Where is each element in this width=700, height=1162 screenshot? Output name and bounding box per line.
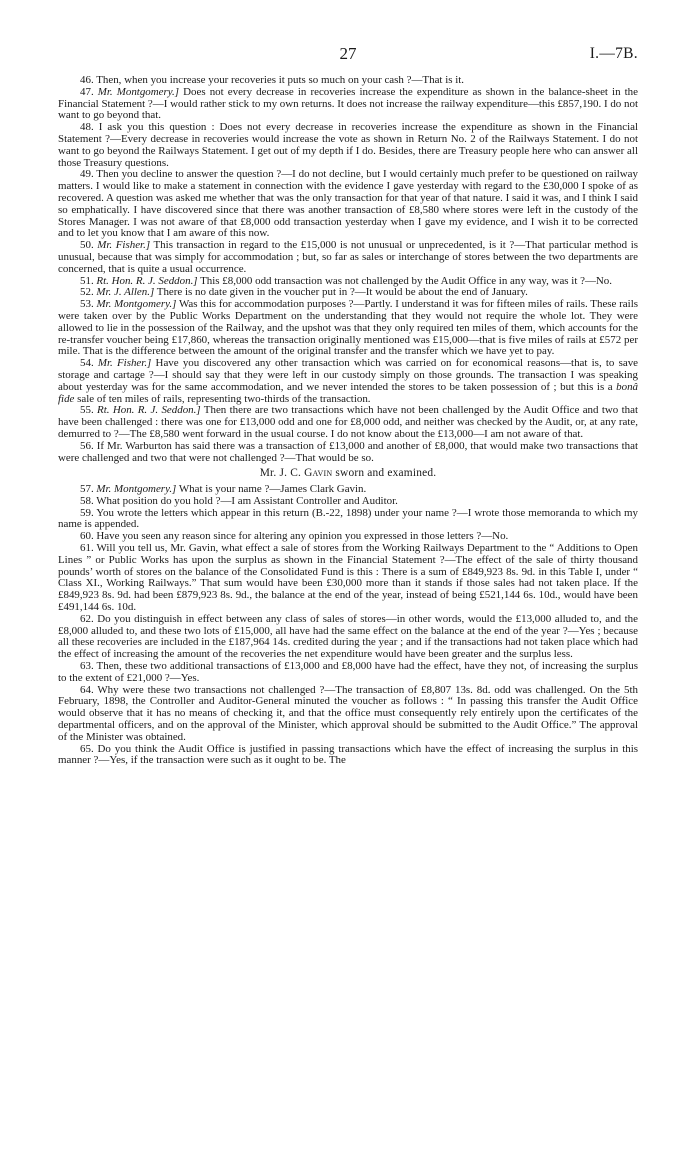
paragraph-lead: 55. bbox=[80, 404, 94, 417]
evidence-paragraph bbox=[58, 441, 638, 465]
evidence-paragraph bbox=[58, 661, 638, 685]
evidence-paragraph bbox=[58, 122, 638, 169]
paragraph-lead: 57. bbox=[80, 483, 94, 496]
heading-suffix: sworn and examined. bbox=[335, 467, 437, 480]
paragraph-lead: 65. Do you think the Audit Office is justified in passing transactions which have the effect of increasing the surplus in this manner ?—Yes, if the transaction were such as it ought to be. The bbox=[58, 742, 638, 767]
speaker-name: Mr. Montgomery.] bbox=[97, 85, 180, 98]
evidence-paragraphs-part-2 bbox=[58, 484, 638, 767]
paragraph-lead: 50. bbox=[80, 239, 94, 252]
italic-phrase: bonâ fide bbox=[58, 380, 638, 405]
evidence-paragraph bbox=[58, 744, 638, 768]
paragraph-lead: 59. You wrote the letters which appear in this return (B.-22, 1898) under your name ?—I wrote those memoranda to which my name is appended. bbox=[58, 506, 638, 531]
speaker-name: Mr. J. Allen.] bbox=[96, 286, 155, 299]
paragraph-tail: sale of ten miles of rails, representing two-thirds of the transaction. bbox=[77, 392, 371, 405]
paragraph-lead: 58. What position do you hold ?—I am Assistant Controller and Auditor. bbox=[80, 494, 398, 507]
evidence-paragraph bbox=[58, 508, 638, 532]
paragraph-lead: 62. Do you distinguish in effect between any class of sales of stores—in other words, would the £13,000 alluded to, and the £8,000 alluded to, and these two lots of £15,000, all have had the same effect on the balance at the end of the year ?—Yes ; because all these recoveries are included in the £187,964 14s. credited during the year ; and if the transactions had not taken place which had the effect of increasing the amount of the recoveries the net expenditure would have been greater and the surplus less. bbox=[58, 612, 638, 661]
evidence-paragraph bbox=[58, 614, 638, 661]
speaker-name: Mr. Montgomery.] bbox=[96, 483, 177, 496]
speaker-name: Rt. Hon. R. J. Seddon.] bbox=[96, 274, 198, 287]
paragraph-lead: 47. bbox=[80, 85, 94, 98]
paragraph-lead: 61. Will you tell us, Mr. Gavin, what effect a sale of stores from the Working Railways Department to the “ Additions to Open Lines ” or Public Works has upon the surplus as shown in the Financial Statement ?—The effect of the sale of thirty thousand pounds’ worth of stores on the balance of the Consolidated Fund is this : There is a sum of £849,923 8s. 9d. in this Table I, under “ Class XI., Working Railways.” That sum would have been £30,000 more than it stands if those sales had not taken place. If the £849,923 8s. 9d. had been £879,923 8s. 9d., the balance at the end of the year, instead of being £521,144 6s. 10d., would have been £491,144 6s. 10d. bbox=[58, 542, 638, 614]
evidence-paragraph bbox=[58, 240, 638, 275]
evidence-paragraph bbox=[58, 685, 638, 744]
speaker-name: Mr. Montgomery.] bbox=[96, 298, 177, 311]
paragraph-lead: 56. If Mr. Warburton has said there was a transaction of £13,000 and another of £8,000, that would make two transactions that were challenged and two that were not challenged ?—That would be so. bbox=[58, 439, 638, 464]
paragraph-lead: 52. bbox=[80, 286, 94, 299]
paragraph-lead: 46. Then, when you increase your recoveries it puts so much on your cash ?—That is it. bbox=[80, 74, 465, 86]
evidence-paragraph bbox=[58, 299, 638, 358]
paragraph-text: This transaction in regard to the £15,000 is not unusual or unprecedented, is it ?—That particular method is unusual, because that was simply for accommodation ; but, so far as sales or interchange of stores between the two departments are concerned, that is quite a usual occurrence. bbox=[58, 239, 638, 275]
evidence-paragraph bbox=[58, 543, 638, 614]
document-reference: I.—7B. bbox=[589, 45, 638, 62]
evidence-paragraph bbox=[58, 405, 638, 440]
evidence-paragraph bbox=[58, 358, 638, 405]
evidence-paragraphs-part-1 bbox=[58, 75, 638, 464]
paragraph-text: There is no date given in the voucher put in ?—It would be about the end of January. bbox=[156, 286, 528, 299]
page-header bbox=[58, 44, 638, 66]
speaker-name: Mr. Fisher.] bbox=[97, 239, 151, 252]
paragraph-text: Does not every decrease in recoveries increase the expenditure as shown in the balance-sheet in the Financial Statement ?—I would rather stick to my own returns. It does not increase the railway expenditure—this £857,190. I do not want to go beyond that. bbox=[58, 85, 639, 122]
paragraph-lead: 63. Then, these two additional transactions of £13,000 and £8,000 have had the effect, have they not, of increasing the surplus to the extent of £21,000 ?—Yes. bbox=[58, 660, 638, 684]
paragraph-text: Have you discovered any other transaction which was carried on for economical reasons—that is, to save storage and cartage ?—I should say that they were left in our custody simply on those grounds. The transaction I was speaking about yesterday was for the same accommodation, and we never intended the stores to be taken possession of ; but this is a bbox=[58, 357, 639, 393]
paragraph-text: This £8,000 odd transaction was not challenged by the Audit Office in any way, was it ?—No. bbox=[200, 274, 612, 287]
heading-name: Gavin bbox=[304, 467, 333, 480]
paragraph-lead: 48. I ask you this question : Does not every decrease in recoveries increase the expenditure as shown in the Financial Statement ?—Every decrease in recoveries would increase the vote as shown in Return No. 2 of the Railways Statement. I do not want to go beyond the Railways Statement. I get out of my depth if I do. Besides, there are Treasury people here who can answer all those Treasury questions. bbox=[58, 121, 638, 169]
paragraph-text: Was this for accommodation purposes ?—Partly. I understand it was for fifteen miles of rails. These rails were taken over by the Public Works Department on the understanding that they would not require the whole lot. They were allowed to lie in the possession of the Railway, and the upshot was that they only required ten miles of them, which accounts for the re-transfer voucher being £17,860, whereas the transaction originally mentioned was £15,000—that is five miles of rails at £572 per mile. That is the difference between the amount of the original transfer and the transfer which we have yet to pay. bbox=[58, 298, 638, 358]
document-body bbox=[58, 75, 638, 767]
section-heading bbox=[58, 468, 638, 480]
paragraph-lead: 64. Why were these two transactions not challenged ?—The transaction of £8,807 13s. 8d. odd was challenged. On the 5th February, 1898, the Controller and Auditor-General minuted the voucher as follows : “ In passing this transfer the Audit Office would observe that it has no means of checking it, and that the office must consequently rely entirely upon the certificates of the departmental officers, and on the approval of the Minister, which approval should be submitted to the Audit Office.” The approval of the Minister was obtained. bbox=[58, 683, 638, 743]
evidence-paragraph bbox=[58, 87, 638, 122]
evidence-paragraph bbox=[58, 169, 638, 240]
heading-prefix: Mr. J. C. bbox=[259, 467, 302, 480]
paragraph-text: Then there are two transactions which have not been challenged by the Audit Office and two that have been challenged : there was one for £13,000 odd and one for £8,000 odd, and neither was checked by the Audit, or, at any rate, demurred to ?—The £8,580 went forward in the usual course. I do not know about the £13,000—I am not aware of that. bbox=[58, 404, 638, 440]
paragraph-lead: 51. bbox=[80, 274, 94, 287]
speaker-name: Mr. Fisher.] bbox=[97, 357, 152, 370]
page-number: 27 bbox=[339, 44, 357, 63]
paragraph-lead: 49. Then you decline to answer the question ?—I do not decline, but I would certainly much prefer to be questioned on railway matters. I would like to make a statement in connection with the evidence I gave yesterday with regard to the £30,000 I spoke of as recovered. A question was asked me whether that was the only transaction for that year of that nature. I said it was, and I think I said so emphatically. I have discovered since that there was another transaction of £8,580 where stores were left in the custody of the Stores Manager. I was not aware of that £8,000 odd transaction yesterday when I gave my evidence, and I wish it to be corrected and to let you know that I am aware of this now. bbox=[58, 168, 638, 240]
paragraph-lead: 53. bbox=[80, 298, 94, 311]
paragraph-text: What is your name ?—James Clark Gavin. bbox=[178, 483, 367, 496]
paragraph-lead: 54. bbox=[80, 357, 94, 370]
speaker-name: Rt. Hon. R. J. Seddon.] bbox=[97, 404, 201, 417]
paragraph-lead: 60. Have you seen any reason since for altering any opinion you expressed in those letters ?—No. bbox=[80, 530, 509, 543]
